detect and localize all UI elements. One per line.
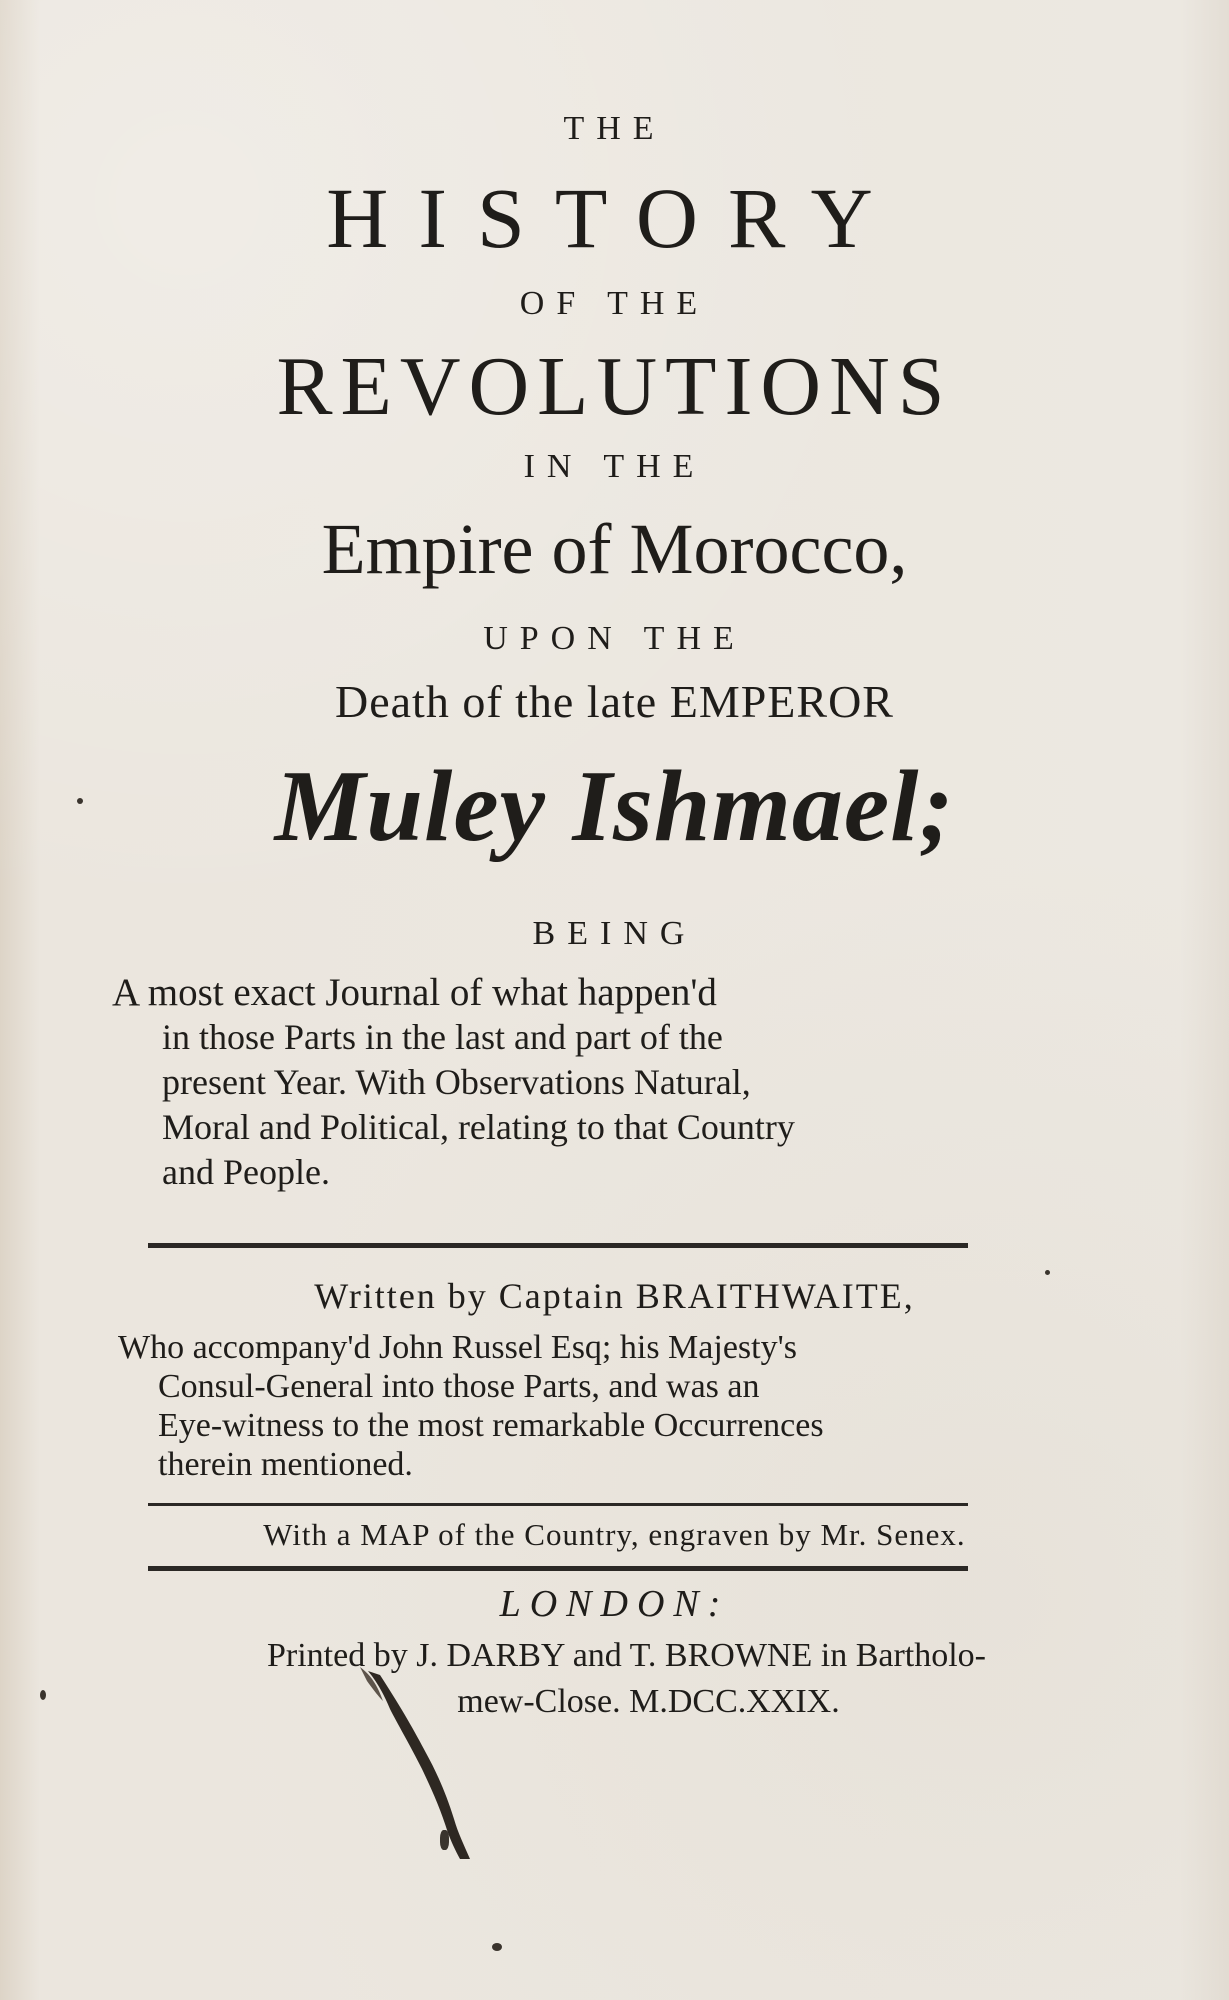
description-paragraph (112, 970, 992, 1195)
title-line-muley-ishmael: Muley Ishmael; (274, 750, 955, 863)
title-line-being: BEING (532, 915, 697, 952)
author-details-line-2: Consul-General into those Parts, and was an (158, 1368, 760, 1405)
paper-speck-1 (492, 1943, 502, 1951)
divider-top (148, 1243, 968, 1248)
author-details-line-3: Eye-witness to the most remarkable Occurrences (158, 1407, 824, 1444)
title-line-death-of-emperor: Death of the late EMPEROR (334, 676, 894, 727)
paper-speck-3 (1045, 1270, 1050, 1275)
description-line-1: A most exact Journal of what happen'd (112, 971, 717, 1014)
title-line-of-the: OF THE (519, 285, 710, 322)
author-line: Written by Captain BRAITHWAITE, (314, 1276, 915, 1316)
title-line-in-the: IN THE (523, 448, 706, 485)
paper-speck-2 (40, 1690, 46, 1700)
author-details-line-1: Who accompany'd John Russel Esq; his Majesty's (118, 1329, 797, 1366)
description-line-2: in those Parts in the last and part of the (162, 1017, 723, 1057)
title-line-upon-the: UPON THE (483, 620, 746, 657)
description-line-3: present Year. With Observations Natural, (162, 1062, 751, 1102)
divider-bottom (148, 1566, 968, 1571)
imprint-line-1: Printed by J. DARBY and T. BROWNE in Bartholo- (267, 1637, 986, 1674)
title-line-empire-of-morocco-text: Empire of Morocco, (321, 509, 908, 589)
title-line-empire-of-morocco (0, 508, 1229, 591)
divider-middle (148, 1503, 968, 1506)
imprint-line-2: mew-Close. M.DCC.XXIX. (457, 1683, 840, 1720)
description-line-5: and People. (162, 1152, 330, 1192)
title-line-revolutions: REVOLUTIONS (276, 340, 953, 433)
description-line-4: Moral and Political, relating to that Country (162, 1107, 795, 1147)
title-line-history: HISTORY (326, 170, 903, 266)
author-details-line-4: therein mentioned. (158, 1446, 413, 1483)
imprint-city: LONDON: (499, 1583, 730, 1625)
paper-speck-5 (440, 1830, 449, 1850)
author-details (118, 1328, 990, 1484)
paper-speck-4 (77, 798, 83, 804)
title-line-the: THE (563, 110, 666, 147)
map-note: With a MAP of the Country, engraven by Mr. Senex. (263, 1517, 966, 1552)
ink-stain-mark (360, 1665, 500, 1860)
